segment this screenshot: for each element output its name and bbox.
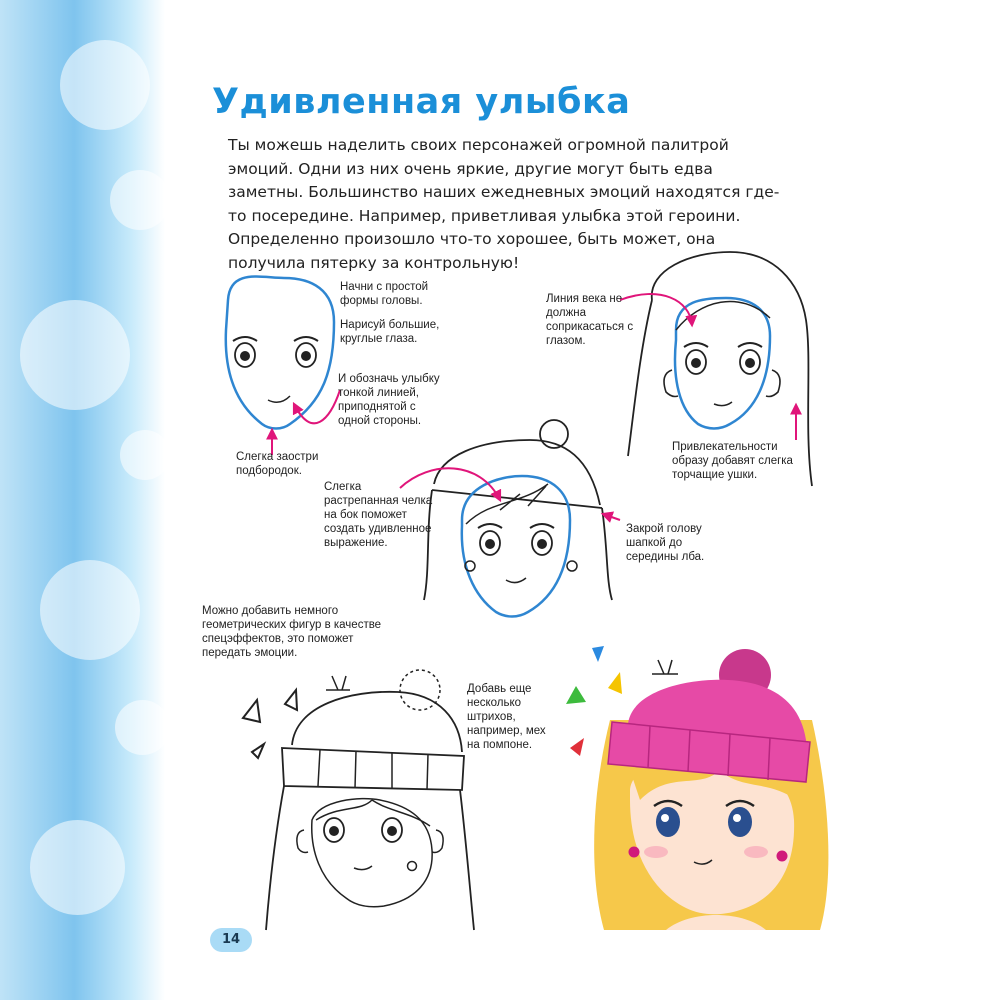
note-eyelid: Линия века не должна соприкасаться с глазом. [546,293,634,347]
intro-paragraph: Ты можешь наделить своих персонажей огромной палитрой эмоций. Одни из них очень яркие, другие могут быть едва заметны. Большинство наших ежедневных эмоций находятся где-то посередине. Например, приветливая улыбка этой героини. Определенно произошло что-то хорошее, быть может, она получила пятерку за контрольную! [228,136,780,272]
note-strokes: Добавь еще несколько штрихов, например, мех на помпоне. [467,683,546,751]
final-colored-illustration [566,646,828,930]
sketch-hat-bangs [424,420,612,617]
note-ears: Привлекательности образу добавят слегка торчащие ушки. [672,441,793,481]
sketch-head-shape [226,277,334,429]
note-chin: Слегка заостри подбородок. [236,451,319,477]
note-eyes: Нарисуй большие, круглые глаза. [340,319,440,345]
page-title: Удивленная улыбка [212,82,631,122]
note-hat: Закрой голову шапкой до середины лба. [626,523,705,563]
note-smile: И обозначь улыбку тонкой линией, приподнятой с одной стороны. [338,373,440,427]
note-bangs: Слегка растрепанная челка на бок поможет создать удивленное выражение. [324,481,433,549]
decorative-side-strip [0,0,165,1000]
page-number: 14 [210,928,252,952]
note-shapes: Можно добавить немного геометрических фигур в качестве спецэффектов, это поможет передать эмоции. [202,605,382,659]
sketch-hat-line-art [243,670,474,930]
note-head-shape: Начни с простой формы головы. [340,281,429,307]
